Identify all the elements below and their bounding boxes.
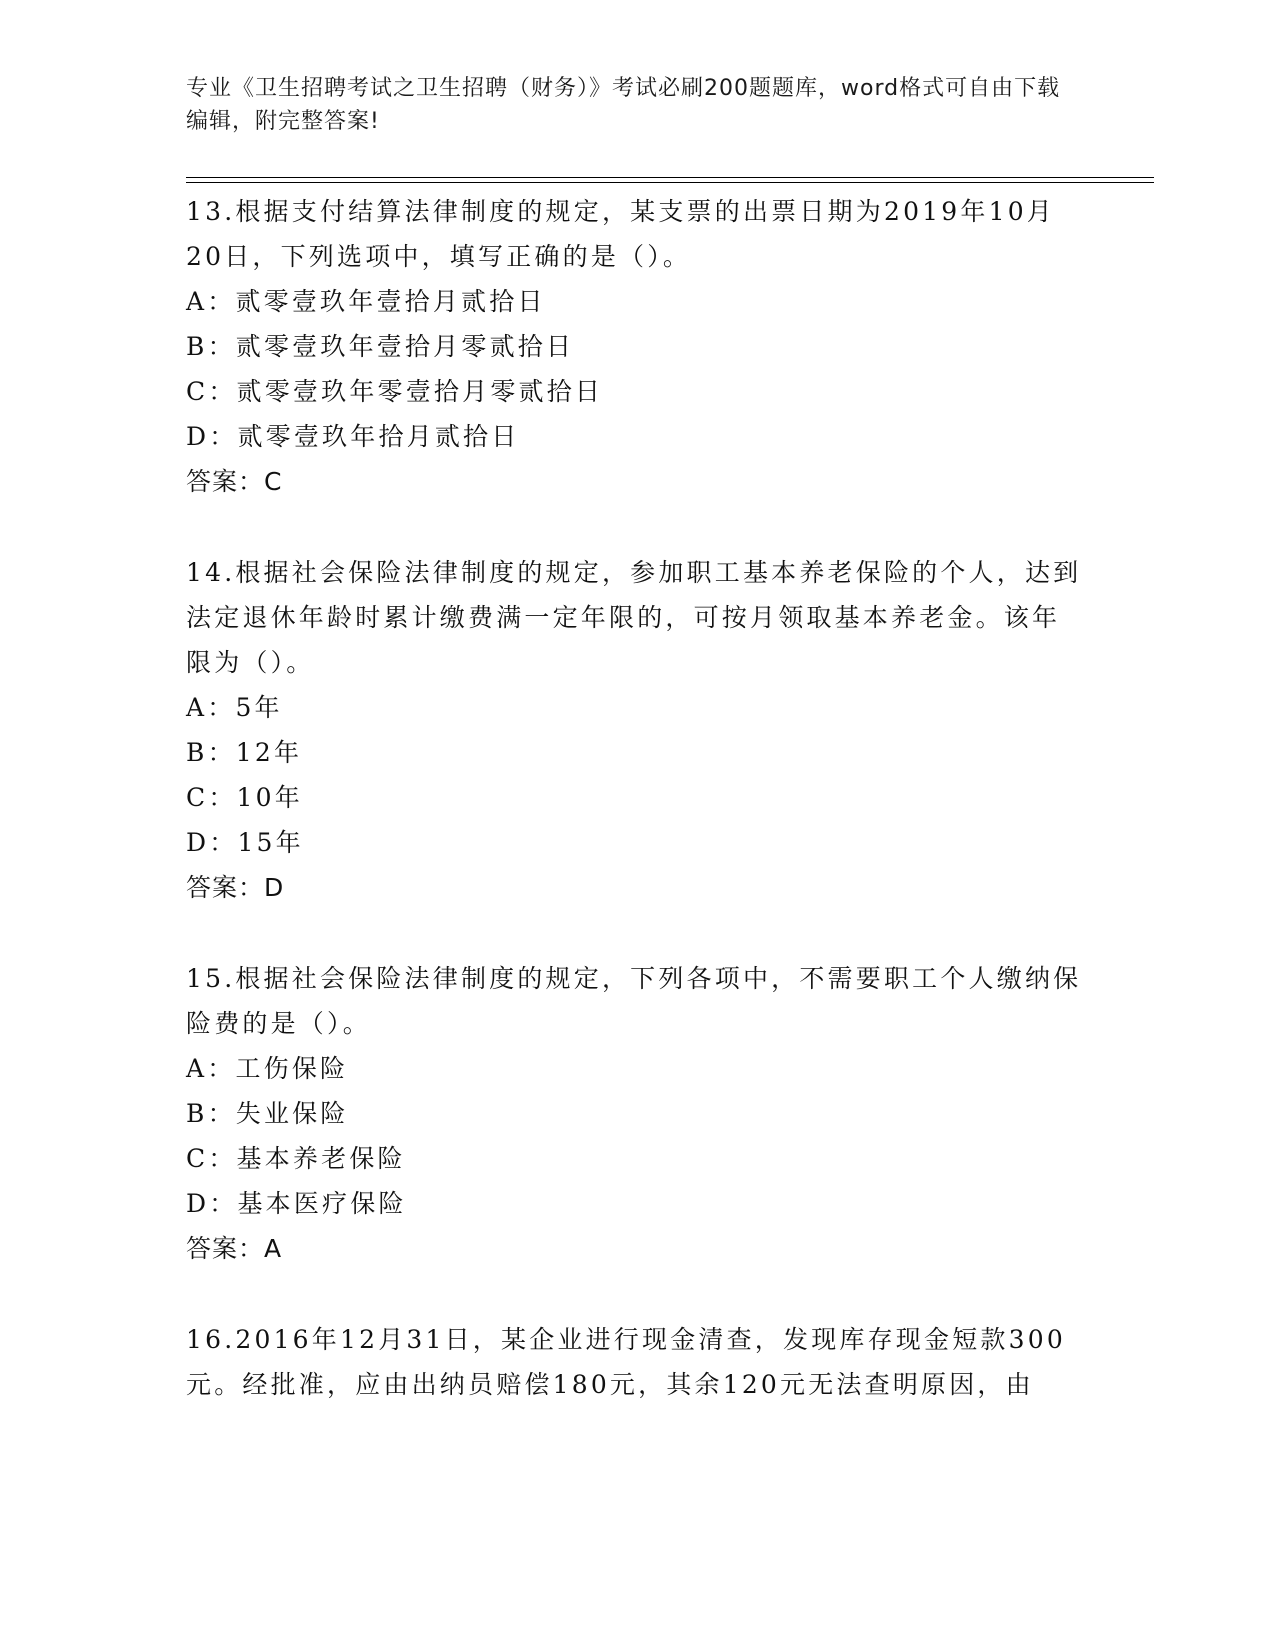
question-16 <box>186 1317 1086 1407</box>
option-a: A：5年 <box>186 693 283 722</box>
option-d: D：贰零壹玖年拾月贰拾日 <box>186 422 520 451</box>
option-c: C：贰零壹玖年零壹拾月零贰拾日 <box>186 377 604 406</box>
document-header: 专业《卫生招聘考试之卫生招聘（财务）》考试必刷200题题库，word格式可自由下载编辑，附完整答案! <box>186 76 1061 134</box>
question-stem: 14.根据社会保险法律制度的规定，参加职工基本养老保险的个人，达到法定退休年龄时累计缴费满一定年限的，可按月领取基本养老金。该年限为（）。 <box>186 558 1082 677</box>
question-list <box>186 189 1086 1407</box>
question-15 <box>186 956 1086 1271</box>
option-c: C：10年 <box>186 783 303 812</box>
answer-line: 答案：A <box>186 1234 283 1263</box>
question-14 <box>186 550 1086 910</box>
question-spacer <box>186 504 1086 550</box>
option-b: B：贰零壹玖年壹拾月零贰拾日 <box>186 332 575 361</box>
option-c: C：基本养老保险 <box>186 1144 406 1173</box>
question-stem: 13.根据支付结算法律制度的规定，某支票的出票日期为2019年10月20日，下列选项中，填写正确的是（）。 <box>186 197 1055 271</box>
question-stem: 16.2016年12月31日，某企业进行现金清查，发现库存现金短款300元。经批准，应由出纳员赔偿180元，其余120元无法查明原因，由 <box>186 1325 1066 1399</box>
header-rule-top <box>186 177 1154 178</box>
option-d: D：基本医疗保险 <box>186 1189 407 1218</box>
option-a: A：贰零壹玖年壹拾月贰拾日 <box>186 287 546 316</box>
question-stem: 15.根据社会保险法律制度的规定，下列各项中，不需要职工个人缴纳保险费的是（）。 <box>186 964 1082 1038</box>
question-spacer <box>186 910 1086 956</box>
question-13 <box>186 189 1086 504</box>
answer-line: 答案：C <box>186 467 283 496</box>
option-d: D：15年 <box>186 828 304 857</box>
header-rule-bottom <box>186 182 1154 183</box>
question-spacer <box>186 1271 1086 1317</box>
answer-line: 答案：D <box>186 873 285 902</box>
option-b: B：失业保险 <box>186 1099 349 1128</box>
option-a: A：工伤保险 <box>186 1054 349 1083</box>
option-b: B：12年 <box>186 738 303 767</box>
